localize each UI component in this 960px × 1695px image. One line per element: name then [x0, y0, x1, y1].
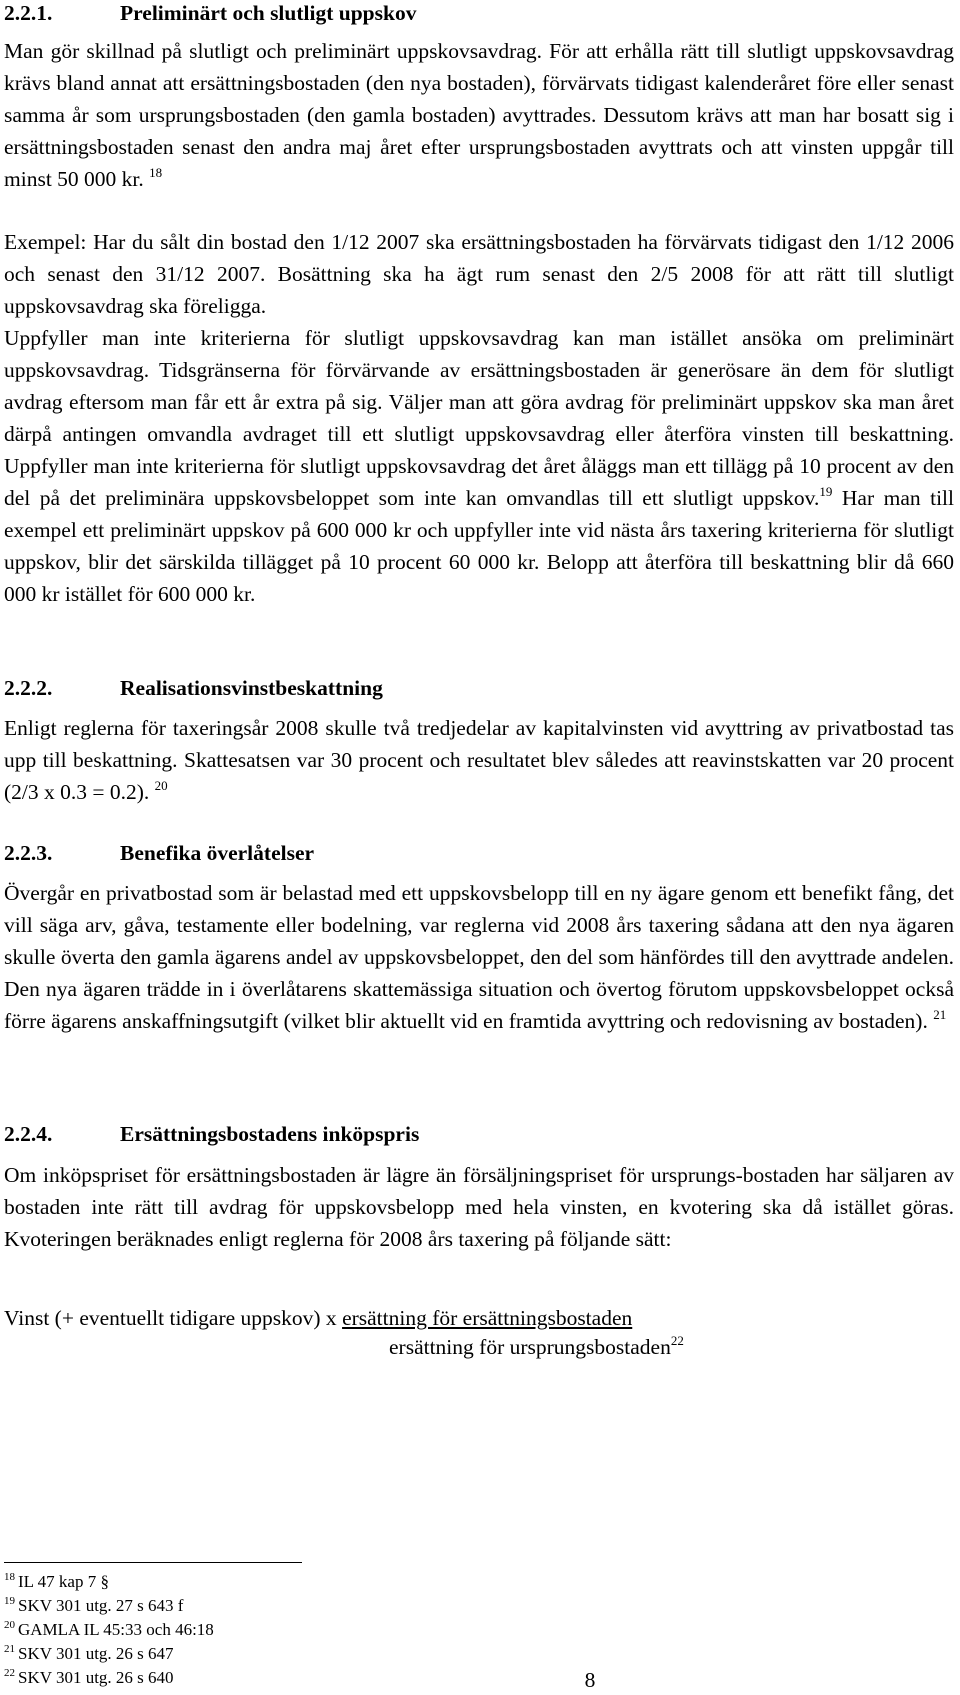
paragraph-example	[4, 226, 954, 322]
section-number: 2.2.3.	[4, 841, 53, 865]
section-title: Ersättningsbostadens inköpspris	[120, 1122, 420, 1146]
footnote-number: 22	[4, 1667, 15, 1679]
paragraph-inkopspris	[4, 1159, 954, 1255]
footnote-separator	[4, 1562, 302, 1563]
section-heading-2-2-2	[4, 672, 954, 704]
footnote-22	[4, 1668, 174, 1688]
paragraph-preliminary	[4, 322, 954, 610]
section-number: 2.2.1.	[4, 1, 53, 25]
footnote-19	[4, 1596, 183, 1616]
footnote-text: SKV 301 utg. 26 s 647	[18, 1644, 174, 1663]
footnote-21	[4, 1644, 174, 1664]
footnote-number: 21	[4, 1643, 15, 1655]
formula-denominator: ersättning för ursprungsbostaden	[389, 1335, 671, 1359]
section-number: 2.2.2.	[4, 676, 53, 700]
footnote-text: IL 47 kap 7 §	[18, 1572, 109, 1591]
section-title: Realisationsvinstbeskattning	[120, 676, 383, 700]
footnote-number: 19	[4, 1595, 15, 1607]
footnote-ref: 18	[149, 165, 163, 180]
footnote-18	[4, 1572, 109, 1592]
section-number: 2.2.4.	[4, 1122, 53, 1146]
section-title: Preliminärt och slutligt uppskov	[120, 1, 417, 25]
page-number: 8	[584, 1668, 596, 1692]
paragraph-text: Uppfyller man inte kriterierna för slutligt uppskovsavdrag kan man istället ansöka om preliminärt uppskovsavdrag. Tidsgränserna för förvärvande av ersättningsbostaden är generösare än dem för slutligt avdrag eftersom man får ett år extra på sig. Väljer man att göra avdrag för preliminärt uppskov ska man året därpå antingen omvandla avdraget till ett slutligt uppskovsavdrag eller återföra vinsten till beskattning. Uppfyller man inte kriterierna för slutligt uppskovsavdrag det året åläggs man ett tillägg på 10 procent av den del på det preliminära uppskovsbeloppet som inte kan omvandlas till ett slutligt uppskov.	[4, 326, 954, 510]
paragraph-text: Övergår en privatbostad som är belastad med ett uppskovsbelopp till en ny ägare genom ett benefikt fång, det vill säga arv, gåva, testamente eller bodelning, var reglerna vid 2008 års taxering sådana att den nya ägaren skulle överta den gamla ägarens andel av uppskovsbeloppet, den del som hänfördes till den avyttrade andelen. Den nya ägaren trädde in i överlåtarens skattemässiga situation och övertog förutom uppskovsbeloppet också förre ägarens anskaffningsutgift (vilket blir aktuellt vid en framtida avyttring och redovisning av bostaden).	[4, 881, 954, 1033]
paragraph-uppskov-definition	[4, 35, 954, 195]
footnote-ref: 21	[933, 1007, 947, 1022]
footnote-20	[4, 1620, 214, 1640]
kvotering-formula	[4, 1304, 954, 1362]
paragraph-text: Exempel: Har du sålt din bostad den 1/12 2007 ska ersättningsbostaden ha förvärvats tidigast den 1/12 2006 och senast den 31/12 2007. Bosättning ska ha ägt rum senast den 2/5 2008 för att rätt till slutligt uppskovsavdrag ska föreligga.	[4, 230, 954, 318]
paragraph-reavinst	[4, 712, 954, 808]
footnote-ref: 20	[154, 778, 168, 793]
section-heading-2-2-3	[4, 837, 954, 869]
footnote-ref: 19	[819, 484, 833, 499]
footnote-number: 18	[4, 1571, 15, 1583]
section-heading-2-2-4	[4, 1118, 954, 1150]
footnote-number: 20	[4, 1619, 15, 1631]
formula-numerator: ersättning för ersättningsbostaden	[342, 1306, 633, 1330]
paragraph-benefika	[4, 877, 954, 1037]
paragraph-text: Man gör skillnad på slutligt och preliminärt uppskovsavdrag. För att erhålla rätt till slutligt uppskovsavdrag krävs bland annat att ersättningsbostaden (den nya bostaden), förvärvats tidigast kalenderåret före eller senast samma år som ursprungsbostaden (den gamla bostaden) avyttrades. Dessutom krävs att man har bosatt sig i ersättningsbostaden senast den andra maj året efter ursprungsbostaden avyttrats och att vinsten uppgår till minst 50 000 kr.	[4, 39, 954, 191]
formula-prefix: Vinst (+ eventuellt tidigare uppskov) x	[4, 1306, 343, 1330]
section-title: Benefika överlåtelser	[120, 841, 315, 865]
footnote-text: SKV 301 utg. 26 s 640	[18, 1668, 174, 1687]
section-heading-2-2-1	[4, 0, 954, 29]
footnote-text: GAMLA IL 45:33 och 46:18	[18, 1620, 214, 1639]
footnote-ref: 22	[670, 1333, 684, 1348]
footnote-text: SKV 301 utg. 27 s 643 f	[18, 1596, 184, 1615]
paragraph-text: Enligt reglerna för taxeringsår 2008 skulle två tredjedelar av kapitalvinsten vid avyttring av privatbostad tas upp till beskattning. Skattesatsen var 30 procent och resultatet blev således att reavinstskatten var 20 procent (2/3 x 0.3 = 0.2).	[4, 716, 954, 804]
paragraph-text-continued: Har man till exempel ett preliminärt uppskov på 600 000 kr och uppfyller inte vid nästa års taxering kriterierna för slutligt uppskov, blir det särskilda tillägget på 10 procent 60 000 kr. Belopp att återföra till beskattning blir då 660 000 kr istället för 600 000 kr.	[4, 486, 955, 606]
paragraph-text: Om inköpspriset för ersättningsbostaden är lägre än försäljningspriset för ursprungs-bostaden har säljaren av bostaden inte rätt till avdrag för uppskovsbelopp med hela vinsten, en kvotering ska då istället göras. Kvoteringen beräknades enligt reglerna för 2008 års taxering på följande sätt:	[4, 1163, 954, 1251]
